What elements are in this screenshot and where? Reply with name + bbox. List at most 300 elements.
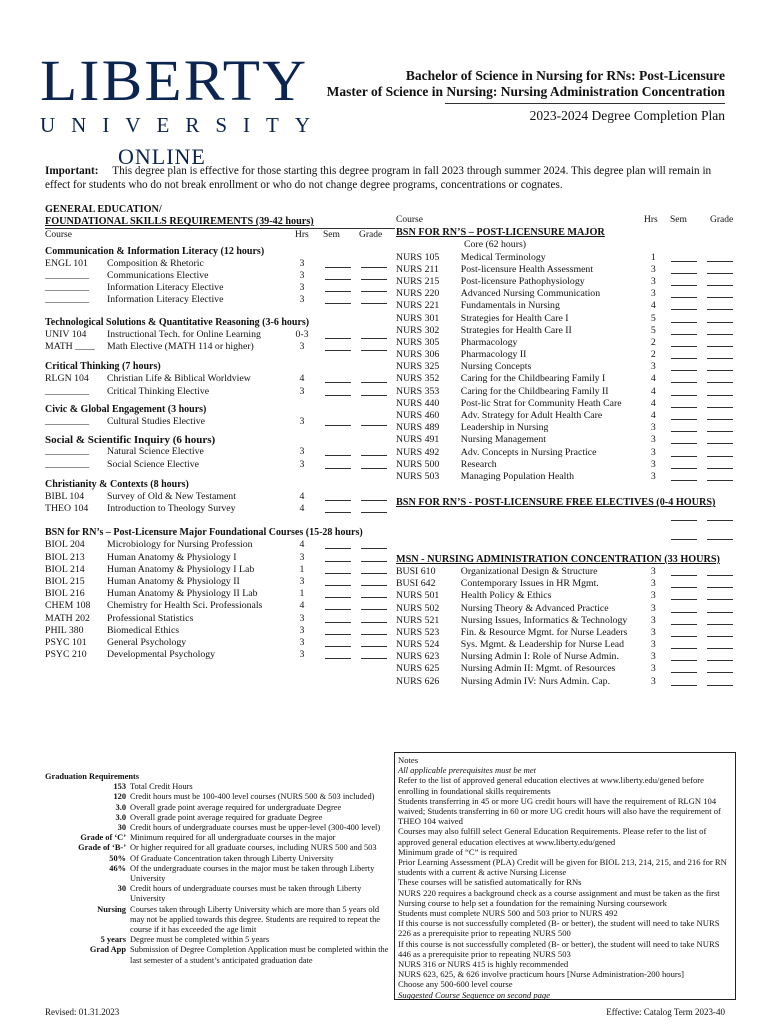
col-grade: Grade bbox=[359, 230, 383, 241]
grade-blank bbox=[699, 398, 736, 410]
course-row bbox=[396, 300, 736, 312]
course-title: Survey of Old & New Testament bbox=[107, 490, 236, 502]
grade-blank-line bbox=[707, 676, 733, 686]
note-item: Suggested Course Sequence on second page bbox=[398, 989, 551, 1000]
title-msn: Master of Science in Nursing: Nursing Administration Concentration bbox=[326, 84, 725, 99]
grade-blank-line bbox=[707, 349, 733, 359]
sem-blank bbox=[319, 649, 355, 661]
grad-item bbox=[45, 935, 390, 945]
title-bsn: Bachelor of Science in Nursing for RNs: Post-Licensure bbox=[405, 68, 725, 83]
sem-blank-line bbox=[325, 564, 351, 574]
grad-title: Graduation Requirements bbox=[45, 772, 140, 781]
grade-blank bbox=[699, 530, 736, 542]
grade-blank bbox=[699, 276, 736, 288]
msn-title: MSN - NURSING ADMINISTRATION CONCENTRATION (33 HOURS) bbox=[396, 553, 720, 565]
sem-blank bbox=[319, 446, 355, 458]
liberty-logo bbox=[40, 48, 326, 169]
course-title: Nursing Theory & Advanced Practice bbox=[460, 602, 609, 614]
course-title: Introduction to Theology Survey bbox=[107, 503, 236, 515]
grade-blank-line bbox=[361, 649, 387, 659]
course-hours: 3 bbox=[650, 651, 656, 663]
grade-blank bbox=[699, 410, 736, 422]
group-title: Critical Thinking (7 hours) bbox=[45, 361, 161, 373]
course-title: Nursing Admin II: Mgmt. of Resources bbox=[460, 663, 616, 675]
grade-blank bbox=[699, 447, 736, 459]
grade-blank-line bbox=[707, 578, 733, 588]
grade-blank bbox=[355, 600, 391, 612]
course-title: Human Anatomy & Physiology I bbox=[107, 551, 237, 563]
sem-blank-line bbox=[325, 649, 351, 659]
grad-value: Submission of Degree Completion Application must be completed within the last semester of a student’s anticipated graduation date bbox=[130, 945, 389, 965]
course-hours: 4 bbox=[299, 490, 305, 502]
course-hours: 3 bbox=[650, 663, 656, 675]
grade-blank-line bbox=[361, 446, 387, 456]
course-title: Nursing Issues, Informatics & Technology bbox=[460, 614, 628, 626]
course-hours: 0-3 bbox=[295, 328, 309, 340]
course-code: RLGN 104 bbox=[45, 373, 89, 385]
course-code: NURS 502 bbox=[396, 602, 440, 614]
grad-key: Grade of ‘B-’ bbox=[78, 843, 126, 853]
course-title: Chemistry for Health Sci. Professionals bbox=[107, 600, 263, 612]
course-code: NURS 325 bbox=[396, 361, 440, 373]
course-row bbox=[45, 294, 395, 306]
grade-blank-line bbox=[361, 341, 387, 351]
course-title: Developmental Psychology bbox=[107, 649, 216, 661]
grad-item bbox=[45, 803, 390, 813]
note-item: Courses may also fulfill select General Education Requirements. Please refer to the list of approved general education electives at www.liberty.edu/gened bbox=[398, 826, 707, 847]
course-row bbox=[396, 422, 736, 434]
sem-blank-line bbox=[671, 349, 697, 359]
course-row bbox=[45, 282, 395, 294]
sem-blank-line bbox=[671, 615, 697, 625]
course-hours: 4 bbox=[299, 539, 305, 551]
course-title: Nursing Admin I: Role of Nurse Admin. bbox=[460, 651, 619, 663]
course-hours: 3 bbox=[650, 263, 656, 275]
course-title: Communications Elective bbox=[107, 270, 209, 281]
course-title: Caring for the Childbearing Family II bbox=[460, 385, 609, 397]
grade-blank-line bbox=[361, 258, 387, 268]
note-item: If this course is not successfully completed (B- or better), the student will need to take NURS 446 as a prerequisite prior to repeating NURS 503 bbox=[398, 938, 720, 959]
course-title: Christian Life & Biblical Worldview bbox=[107, 373, 251, 385]
sem-blank-line bbox=[671, 410, 697, 420]
grade-blank bbox=[699, 511, 736, 523]
course-row bbox=[396, 313, 736, 325]
course-row bbox=[396, 590, 736, 602]
course-hours: 3 bbox=[299, 576, 305, 588]
course-row bbox=[45, 576, 395, 588]
elective-title-blank bbox=[461, 530, 644, 542]
grad-value: Credit hours of undergraduate courses must be taken through Liberty University bbox=[130, 884, 362, 904]
grade-blank-line bbox=[361, 503, 387, 513]
course-code: NURS 500 bbox=[396, 458, 440, 470]
sem-blank-line bbox=[671, 578, 697, 588]
title-plan-year: 2023-2024 Degree Completion Plan bbox=[529, 108, 725, 123]
gen-ed-heading: GENERAL EDUCATION/ bbox=[45, 204, 162, 215]
grad-value: Overall grade point average required for graduate Degree bbox=[130, 812, 323, 822]
course-code: CHEM 108 bbox=[45, 600, 91, 612]
sem-blank bbox=[663, 603, 700, 615]
sem-blank bbox=[319, 341, 355, 353]
grad-value: Of the undergraduate courses in the major must be taken through Liberty University bbox=[130, 863, 375, 884]
sem-blank bbox=[319, 373, 355, 385]
grade-blank-line bbox=[707, 651, 733, 661]
sem-blank bbox=[319, 282, 355, 294]
grade-blank bbox=[699, 615, 736, 627]
grade-blank bbox=[355, 386, 391, 398]
course-title: Post-licensure Health Assessment bbox=[460, 263, 594, 275]
grade-blank bbox=[699, 434, 736, 446]
sem-blank bbox=[319, 576, 355, 588]
course-hours: 1 bbox=[299, 563, 305, 575]
notes-title: Notes bbox=[398, 755, 419, 765]
course-title: Fundamentals in Nursing bbox=[460, 300, 560, 312]
sem-blank-line bbox=[671, 459, 697, 469]
course-hours: 4 bbox=[299, 373, 305, 385]
course-code: NURS 491 bbox=[396, 434, 440, 446]
sem-blank-line bbox=[671, 398, 697, 408]
sem-blank-line bbox=[325, 588, 351, 598]
sem-blank bbox=[663, 361, 700, 373]
sem-blank bbox=[663, 447, 700, 459]
grade-blank-line bbox=[361, 625, 387, 635]
sem-blank-line bbox=[671, 434, 697, 444]
elective-row bbox=[396, 511, 736, 523]
grade-blank bbox=[355, 459, 391, 471]
grade-blank-line bbox=[707, 434, 733, 444]
course-hours: 3 bbox=[650, 458, 656, 470]
sem-blank-line bbox=[671, 422, 697, 432]
graduation-requirements bbox=[45, 772, 390, 966]
grade-blank bbox=[355, 564, 391, 576]
note-item: NURS 316 or NURS 415 is highly recommended bbox=[398, 959, 569, 970]
course-title: Health Policy & Ethics bbox=[460, 590, 552, 602]
sem-blank-line bbox=[671, 252, 697, 262]
grade-blank-line bbox=[707, 276, 733, 286]
grade-blank-line bbox=[707, 590, 733, 600]
sem-blank-line bbox=[325, 600, 351, 610]
sem-blank bbox=[319, 459, 355, 471]
course-code: _________ bbox=[45, 282, 90, 294]
grade-blank-line bbox=[707, 410, 733, 420]
grade-blank bbox=[699, 313, 736, 325]
course-row bbox=[45, 539, 395, 551]
course-hours: 3 bbox=[299, 612, 305, 624]
sem-blank-line bbox=[671, 663, 697, 673]
grad-key: 120 bbox=[113, 792, 126, 802]
sem-blank bbox=[663, 676, 700, 688]
sem-blank bbox=[663, 349, 700, 361]
title-divider bbox=[445, 103, 725, 104]
grad-value: Degree must be completed within 5 years bbox=[130, 935, 270, 945]
course-code: NURS 215 bbox=[396, 275, 440, 287]
right-column-header bbox=[396, 214, 736, 226]
grade-blank-line bbox=[707, 639, 733, 649]
group-title: Christianity & Contexts (8 hours) bbox=[45, 478, 189, 490]
grade-blank-line bbox=[361, 576, 387, 586]
grade-blank bbox=[355, 416, 391, 428]
course-title: Advanced Nursing Communication bbox=[460, 288, 601, 300]
course-code: NURS 353 bbox=[396, 385, 440, 397]
course-title: Cultural Studies Elective bbox=[107, 415, 205, 427]
course-code: NURS 301 bbox=[396, 312, 440, 324]
course-hours: 5 bbox=[650, 324, 656, 336]
course-row bbox=[396, 651, 736, 663]
grade-blank-line bbox=[361, 552, 387, 562]
course-title: Composition & Rhetoric bbox=[107, 257, 204, 269]
grade-blank-line bbox=[707, 627, 733, 637]
course-code: NURS 623 bbox=[396, 651, 440, 663]
course-title: Pharmacology II bbox=[460, 349, 527, 361]
free-electives-title: BSN FOR RN’S - POST-LICENSURE FREE ELECTIVES (0-4 HOURS) bbox=[396, 497, 716, 509]
course-row bbox=[45, 491, 395, 503]
grade-blank bbox=[699, 373, 736, 385]
note-item: NURS 220 requires a background check as a course assignment and must be taken as the first Nursing course to help set a foundation for the remaining Nursing coursework bbox=[398, 887, 720, 908]
sem-blank-line bbox=[671, 325, 697, 335]
sem-blank-line bbox=[325, 613, 351, 623]
grade-blank bbox=[699, 422, 736, 434]
sem-blank-line bbox=[671, 676, 697, 686]
foundational-heading: FOUNDATIONAL SKILLS REQUIREMENTS (39-42 hours) bbox=[45, 216, 314, 228]
sem-blank-line bbox=[671, 627, 697, 637]
course-code: BIOL 215 bbox=[45, 576, 85, 588]
course-row bbox=[45, 270, 395, 282]
course-title: Microbiology for Nursing Profession bbox=[107, 539, 253, 551]
course-code: NURS 460 bbox=[396, 410, 440, 422]
course-title: Caring for the Childbearing Family I bbox=[460, 373, 606, 385]
grade-blank bbox=[699, 459, 736, 471]
course-row bbox=[396, 361, 736, 373]
grad-value: Or higher required for all graduate courses, including NURS 500 and 503 bbox=[130, 843, 377, 853]
grade-blank bbox=[355, 588, 391, 600]
course-code: BUSI 642 bbox=[396, 578, 436, 590]
grade-blank bbox=[355, 270, 391, 282]
grade-blank bbox=[699, 349, 736, 361]
elective-code-blank bbox=[396, 530, 461, 542]
grade-blank-line bbox=[707, 422, 733, 432]
course-row bbox=[396, 663, 736, 675]
course-row bbox=[396, 447, 736, 459]
course-title: Nursing Management bbox=[460, 434, 546, 446]
course-row bbox=[396, 566, 736, 578]
course-hours: 3 bbox=[650, 288, 656, 300]
note-item: NURS 623, 625, & 626 involve practicum hours [Nurse Administration-200 hours] bbox=[398, 969, 684, 980]
course-title: Human Anatomy & Physiology II Lab bbox=[107, 588, 258, 600]
grade-blank bbox=[699, 639, 736, 651]
course-title: Research bbox=[460, 458, 497, 470]
course-row bbox=[45, 588, 395, 600]
course-code: BIBL 104 bbox=[45, 490, 85, 502]
course-title: Information Literacy Elective bbox=[107, 282, 224, 294]
sem-blank-line bbox=[325, 576, 351, 586]
course-code: NURS 521 bbox=[396, 614, 440, 626]
grade-blank-line bbox=[361, 637, 387, 647]
course-code: _________ bbox=[45, 385, 90, 397]
course-row bbox=[45, 613, 395, 625]
sem-blank bbox=[319, 294, 355, 306]
course-hours: 3 bbox=[650, 614, 656, 626]
sem-blank-line bbox=[325, 341, 351, 351]
sem-blank bbox=[319, 270, 355, 282]
course-hours: 4 bbox=[299, 503, 305, 515]
grade-blank bbox=[355, 503, 391, 515]
course-hours: 4 bbox=[299, 600, 305, 612]
effective-term: Effective: Catalog Term 2023-40 bbox=[606, 1007, 725, 1017]
course-code: _________ bbox=[45, 294, 90, 306]
course-row bbox=[396, 349, 736, 361]
sem-blank bbox=[663, 627, 700, 639]
grade-blank-line bbox=[361, 386, 387, 396]
course-code: NURS 211 bbox=[396, 263, 439, 275]
course-row bbox=[396, 386, 736, 398]
sem-blank bbox=[663, 459, 700, 471]
sem-blank-line bbox=[325, 416, 351, 426]
course-hours: 3 bbox=[650, 361, 656, 373]
elective-hours bbox=[644, 530, 663, 542]
sem-blank bbox=[319, 625, 355, 637]
grade-blank bbox=[699, 603, 736, 615]
col-grade: Grade bbox=[710, 215, 734, 225]
group-title: BSN for RN’s – Post-Licensure Major Foundational Courses (15-28 hours) bbox=[45, 527, 363, 539]
course-title: Post-licensure Pathophysiology bbox=[460, 275, 585, 287]
sem-blank-line bbox=[325, 282, 351, 292]
logo-liberty: LIBERTY bbox=[40, 48, 309, 113]
grad-value: Of Graduate Concentration taken through Liberty University bbox=[130, 853, 334, 863]
grade-blank bbox=[355, 341, 391, 353]
course-code: NURS 501 bbox=[396, 590, 440, 602]
col-hrs: Hrs bbox=[295, 230, 309, 241]
grade-blank-line bbox=[707, 288, 733, 298]
course-hours: 3 bbox=[299, 624, 305, 636]
course-hours: 3 bbox=[650, 578, 656, 590]
course-row bbox=[45, 258, 395, 270]
grad-value: Total Credit Hours bbox=[130, 782, 193, 792]
grade-blank bbox=[355, 373, 391, 385]
course-row bbox=[45, 386, 395, 398]
course-hours: 3 bbox=[299, 415, 305, 427]
sem-blank-line bbox=[325, 503, 351, 513]
course-title: Post-lic Strat for Community Heath Care bbox=[460, 397, 622, 409]
course-title: Fin. & Resource Mgmt. for Nurse Leaders bbox=[460, 626, 628, 638]
course-code: BUSI 610 bbox=[396, 565, 436, 577]
gen-ed-section bbox=[45, 204, 395, 661]
grad-item bbox=[45, 833, 390, 843]
grade-blank-line bbox=[361, 459, 387, 469]
course-title: Information Literacy Elective bbox=[107, 294, 224, 306]
grade-blank bbox=[355, 552, 391, 564]
course-row bbox=[396, 264, 736, 276]
grade-blank bbox=[355, 539, 391, 551]
course-hours: 4 bbox=[650, 410, 656, 422]
course-title: Sys. Mgmt. & Leadership for Nurse Lead bbox=[460, 639, 625, 651]
course-title: Adv. Strategy for Adult Health Care bbox=[460, 410, 603, 422]
grade-blank-line bbox=[707, 603, 733, 613]
grade-blank-line bbox=[361, 329, 387, 339]
sem-blank bbox=[663, 325, 700, 337]
grade-blank-line bbox=[361, 613, 387, 623]
grade-blank bbox=[699, 337, 736, 349]
sem-blank bbox=[319, 600, 355, 612]
grade-blank-line bbox=[707, 373, 733, 383]
grade-blank bbox=[699, 663, 736, 675]
course-title: Instructional Tech. for Online Learning bbox=[107, 328, 261, 340]
course-hours: 3 bbox=[650, 590, 656, 602]
grade-blank bbox=[355, 491, 391, 503]
grad-value: Credit hours of undergraduate courses must be upper-level (300-400 level) bbox=[130, 823, 381, 833]
grade-blank bbox=[355, 637, 391, 649]
logo-university: UNIVERSITY bbox=[40, 113, 326, 137]
grade-blank-line bbox=[361, 588, 387, 598]
course-hours: 5 bbox=[650, 312, 656, 324]
sem-blank bbox=[663, 663, 700, 675]
sem-blank bbox=[319, 564, 355, 576]
notes-box bbox=[394, 752, 736, 1000]
grad-value: Minimum required for all undergraduate courses in the major bbox=[130, 833, 336, 843]
note-item: Students transferring in 45 or more UG credit hours will have the requirement of RLGN 104 waived; Students transferring in 60 or more UG credit hours will also have the requirement of THEO 104 waived bbox=[398, 795, 721, 827]
grad-item bbox=[45, 854, 390, 864]
sem-blank-line bbox=[671, 361, 697, 371]
sem-blank-line bbox=[671, 590, 697, 600]
note-item: If this course is not successfully completed (B- or better), the student will need to take NURS 226 as a prerequisite prior to repeating NURS 500 bbox=[398, 918, 720, 939]
course-row bbox=[396, 639, 736, 651]
important-notice bbox=[45, 164, 735, 192]
course-row bbox=[396, 410, 736, 422]
grade-blank-line bbox=[707, 386, 733, 396]
course-code: _________ bbox=[45, 446, 90, 458]
course-row bbox=[396, 471, 736, 483]
course-code: NURS 306 bbox=[396, 349, 440, 361]
course-row bbox=[45, 564, 395, 576]
grade-blank-line bbox=[361, 373, 387, 383]
course-row bbox=[45, 552, 395, 564]
course-title: Adv. Concepts in Nursing Practice bbox=[460, 446, 597, 458]
sem-blank-line bbox=[671, 639, 697, 649]
course-title: Managing Population Health bbox=[460, 470, 574, 482]
course-code: _________ bbox=[45, 270, 90, 281]
course-row bbox=[396, 337, 736, 349]
note-item: Students must complete NURS 500 and 503 prior to NURS 492 bbox=[398, 908, 618, 919]
course-hours: 3 bbox=[650, 434, 656, 446]
course-hours: 3 bbox=[299, 551, 305, 563]
grade-blank bbox=[699, 386, 736, 398]
grade-blank-line bbox=[707, 615, 733, 625]
course-code: BIOL 213 bbox=[45, 551, 85, 563]
course-row bbox=[45, 600, 395, 612]
sem-blank bbox=[663, 511, 700, 523]
course-hours: 3 bbox=[650, 565, 656, 577]
sem-blank-line bbox=[671, 511, 697, 521]
course-row bbox=[396, 288, 736, 300]
course-hours: 3 bbox=[650, 602, 656, 614]
course-hours: 3 bbox=[299, 385, 305, 397]
sem-blank-line bbox=[671, 447, 697, 457]
document-titles bbox=[285, 68, 725, 124]
course-code: UNIV 104 bbox=[45, 328, 87, 340]
sem-blank-line bbox=[671, 264, 697, 274]
grade-blank-line bbox=[707, 337, 733, 347]
grade-blank-line bbox=[707, 459, 733, 469]
grade-blank bbox=[699, 651, 736, 663]
grad-key: 50% bbox=[109, 853, 126, 863]
grade-blank-line bbox=[361, 270, 387, 280]
grad-key: Grade of ‘C’ bbox=[80, 833, 126, 843]
course-code: NURS 305 bbox=[396, 336, 440, 348]
course-row bbox=[396, 676, 736, 688]
course-row bbox=[45, 416, 395, 428]
grad-value: Credit hours must be 100-400 level courses (NURS 500 & 503 included) bbox=[130, 792, 375, 802]
sem-blank bbox=[319, 258, 355, 270]
sem-blank bbox=[663, 288, 700, 300]
course-row bbox=[396, 434, 736, 446]
